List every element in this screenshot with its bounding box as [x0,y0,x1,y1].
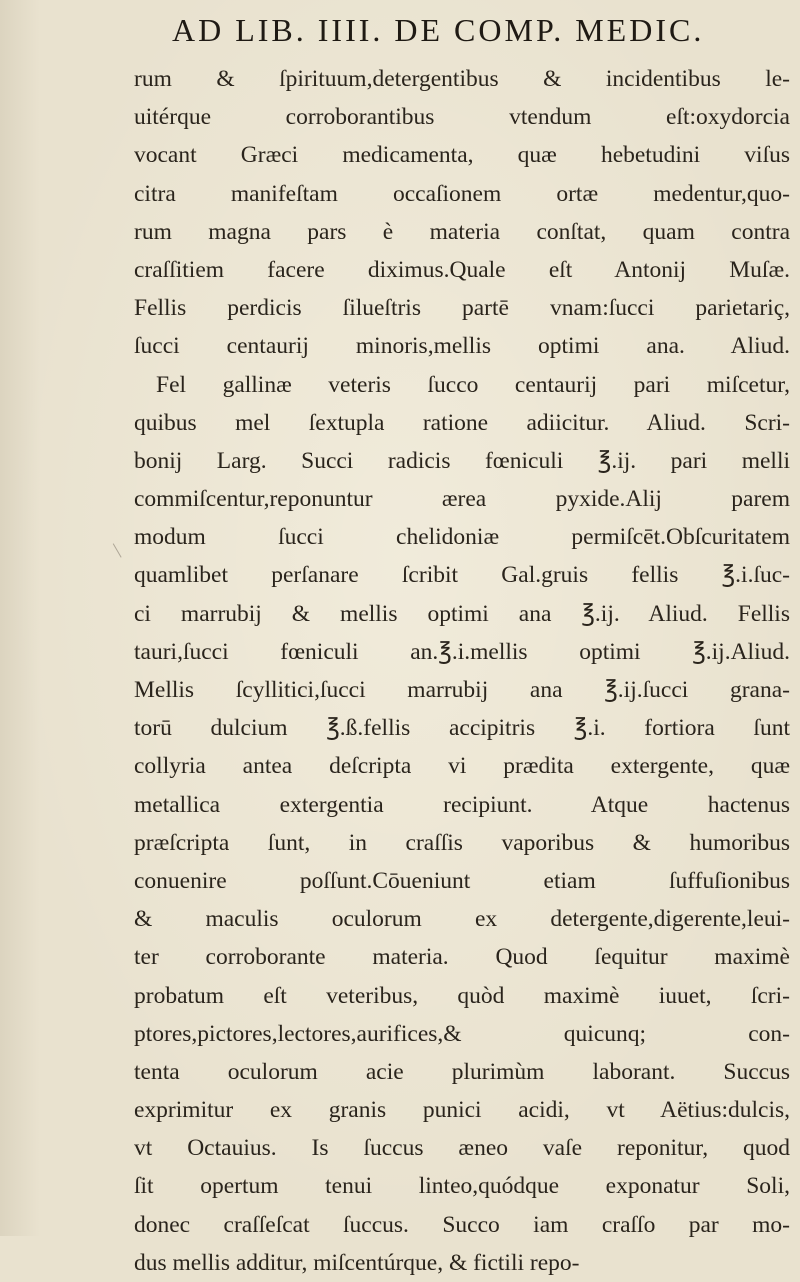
text-line: craſſitiem facere diximus.Quale eſt Antonij Muſæ. [134,256,790,283]
text-line: dus mellis additur, miſcentúrque, & fictili repo- [134,1249,580,1276]
text-line: torū dulcium ℥.ß.fellis accipitris ℥.i. fortiora ſunt [134,715,790,742]
text-line: probatum eſt veteribus, quòd maximè iuuet, ſcri- [134,982,790,1009]
text-line: rum magna pars è materia conſtat, quam contra [134,218,790,245]
text-line: quibus mel ſextupla ratione adiicitur. Aliud. Scri- [134,409,790,436]
text-line: donec craſſeſcat ſuccus. Succo iam craſſo par mo- [134,1211,790,1238]
text-line: & maculis oculorum ex detergente,digerente,leui- [134,906,790,933]
text-line: Mellis ſcyllitici,ſucci marrubij ana ℥.ij.ſucci grana- [134,677,790,703]
text-line: exprimitur ex granis punici acidi, vt Aëtius:dulcis, [134,1097,790,1124]
text-line: uitérque corroborantibus vtendum eſt:oxydorcia [134,104,790,131]
text-line: vt Octauius. Is ſuccus æneo vaſe reponitur, quod [134,1135,790,1162]
text-line: tauri,ſucci fœniculi an.℥.i.mellis optimi ℥.ij.Aliud. [134,638,790,665]
text-line: metallica extergentia recipiunt. Atque hactenus [134,791,790,818]
text-line: vocant Græci medicamenta, quæ hebetudini viſus [134,142,790,169]
text-line: collyria antea deſcripta vi prædita extergente, quæ [134,753,790,780]
text-line: ſucci centaurij minoris,mellis optimi ana. Aliud. [134,333,790,360]
margin-mark [113,538,131,557]
text-line: rum & ſpirituum,detergentibus & incidentibus le- [134,66,790,92]
text-line: bonij Larg. Succi radicis fœniculi ℥.ij. pari melli [134,447,790,474]
body-text [134,60,790,1282]
text-line: ſit opertum tenui linteo,quódque exponatur Soli, [134,1173,790,1200]
text-line: commiſcentur,reponuntur ærea pyxide.Alij parem [134,486,790,513]
text-line: Fel gallinæ veteris ſucco centaurij pari miſcetur, [156,371,790,398]
text-line: ter corroborante materia. Quod ſequitur maximè [134,944,790,971]
text-line: tenta oculorum acie plurimùm laborant. Succus [134,1058,790,1085]
text-line: ptores,pictores,lectores,aurifices,& quicunq; con- [134,1020,790,1047]
text-line: conuenire poſſunt.Cōueniunt etiam ſuffuſionibus [134,867,790,894]
text-line: præſcripta ſunt, in craſſis vaporibus & humoribus [134,829,790,856]
text-line: citra manifeſtam occaſionem ortæ medentur,quo- [134,180,790,207]
text-line: modum ſucci chelidoniæ permiſcēt.Obſcuritatem [134,524,790,551]
running-head: AD LIB. IIII. DE COMP. MEDIC. [172,12,705,48]
text-line: ci marrubij & mellis optimi ana ℥.ij. Aliud. Fellis [134,600,790,627]
text-line: Fellis perdicis ſilueſtris partē vnam:ſucci parietariç, [134,295,790,322]
text-line: quamlibet perſanare ſcribit Gal.gruis fellis ℥.i.ſuc- [134,562,790,589]
